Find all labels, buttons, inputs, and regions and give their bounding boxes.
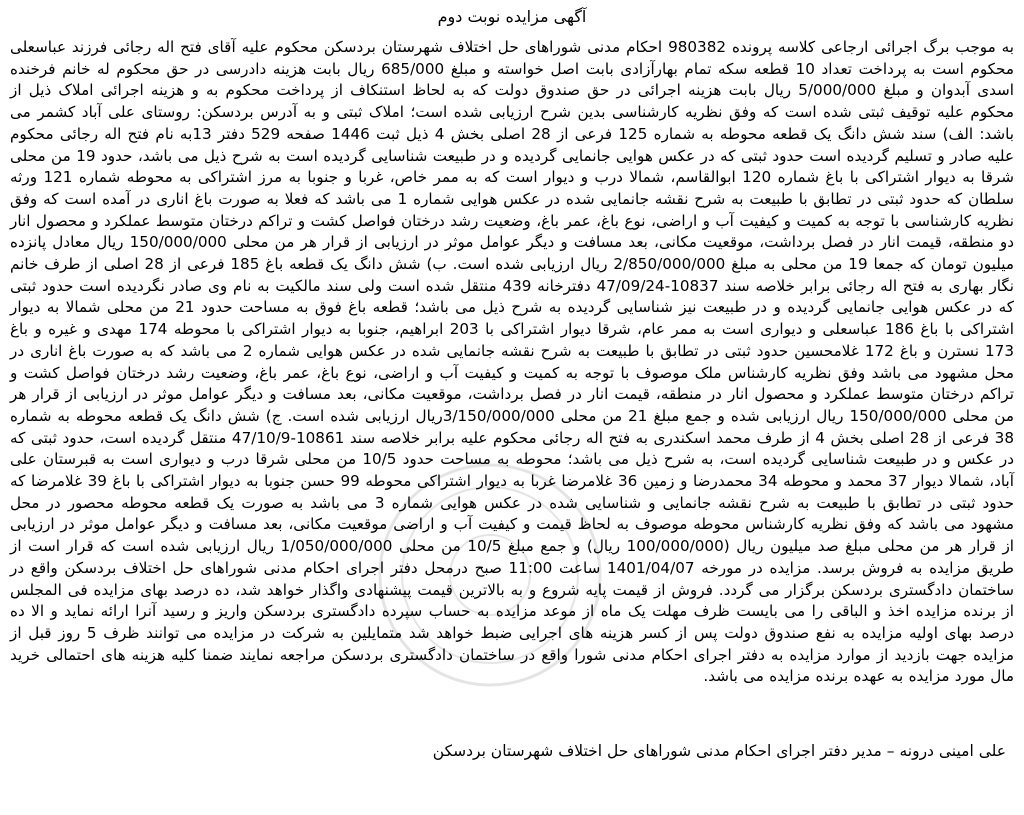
notice-body: به موجب برگ اجرائی ارجاعی کلاسه پرونده 980382 احکام مدنی شوراهای حل اختلاف شهرستان بردسکن محکوم علیه آقای فتح اله رجائی فرزند عباسعلی محکوم است به پرداخت تعداد 10 قطعه سکه تمام بهارآزادی بابت اصل خواسته و مبلغ 685/000 ریال بابت هزینه دادرسی در حق محکوم له خانم فرخنده اسدی آبدوان و مبلغ 5/000/000 ریال بابت هزینه اجرائی در حق صندوق دولت که به لحاظ استنکاف از پرداخت محکوم به و هزینه اجرائی املاک ذیل از محکوم علیه توقیف ثبتی شده است که وفق نظریه کارشناسی بدین شرح ارزیابی شده است؛ املاک ثبتی و به آدرس بردسکن: روستای علی آباد کشمر می باشد: الف) سند شش دانگ یک قطعه محوطه به شماره 125 فرعی از 28 اصلی بخش 4 ذیل ثبت 1446 صفحه 529 دفتر 13به نام فتح اله رجائی محکوم علیه صادر و تسلیم گردیده است حدود ثبتی که در عکس هوایی جانمایی گردیده و در طبیعت شناسایی گردیده است به شرح ذیل می باشد، حدود 19 من محلی شرقا به دیوار اشتراکی با باغ شماره 120 ابوالقاسم، شمالا درب و دیوار است که به ممر خاص، غربا و جنوبا به مرز اشتراکی به محوطه شماره 121 ورثه سلطان که حدود ثبتی در تطابق با طبیعت به شرح نقشه جانمایی شده در عکس هوایی شماره 1 می باشد که فعلا به صورت باغ اناری در آمده است که وفق نظریه کارشناسی با توجه به کمیت و کیفیت آب و اراضی، نوع باغ، عمر باغ، وضعیت رشد درختان فواصل کشت و تراکم درختان متوسط عملکرد و محصول انار دو منطقه، قیمت انار در فصل برداشت، موقعیت مکانی، بعد مسافت و دیگر عوامل موثر در ارزیابی از قرار هر من محلی 150/000/000 ریال معادل پانزده میلیون تومان که جمعا 19 من محلی به مبلغ 2/850/000/000 ریال ارزیابی شده است. ب) شش دانگ یک قطعه باغ 185 فرعی از 28 اصلی از طرف خانم نگار بهاری به فتح اله رجائی برابر خلاصه سند 10837-47/09/24 دفترخانه 439 منتقل شده است ولی سند مالکیت به نام وی صادر نگردیده است حدود ثبتی که در عکس هوایی جانمایی گردیده و در طبیعت نیز شناسایی گردیده به شرح ذیل می باشد؛ قطعه باغ فوق به مساحت حدود 21 من محلی شمالا به دیوار اشتراکی با باغ 186 عباسعلی و دیواری است به ممر عام، شرقا دیوار اشتراکی با 203 ابراهیم، جنوبا به دیوار اشتراکی با محوطه 174 مهدی و غیره و باغ 173 نسترن و باغ 172 غلامحسین حدود ثبتی در تطابق با طبیعت به شرح نقشه جانمایی شده در عکس هوایی شماره 2 می باشد که به صورت باغ اناری در محل مشهود می باشد وفق نظریه کارشناس ملک موصوف با توجه به کمیت و کیفیت آب و اراضی، نوع باغ، عمر باغ، وضعیت رشد درختان فواصل کشت و تراکم درختان متوسط عملکرد و محصول انار در منطقه، قیمت انار در فصل برداشت، موقعیت مکانی، بعد مسافت و دیگر عوامل موثر در ارزیابی از قرار هر من محلی 150/000/000 ریال ارزیابی شده و جمع مبلغ 21 من محلی 3/150/000/000ریال ارزیابی شده است. ج) شش دانگ یک قطعه محوطه به شماره 38 فرعی از 28 اصلی بخش 4 از طرف محمد اسکندری به فتح اله رجائی محکوم علیه برابر خلاصه سند 10861-47/10/9 منتقل گردیده است، حدود ثبتی که در عکس و در طبیعت شناسایی گردیده است، به شرح ذیل می باشد؛ محوطه به مساحت حدود 10/5 من محلی شرقا درب و دیواری است به قبرستان علی آباد، شمالا دیوار 37 محمد و محوطه 34 محمدرضا و زمین 36 غلامرضا غربا به دیوار اشتراکی محوطه 99 حسن جنوبا به دیوار اشتراکی با باغ 39 غلامرضا که حدود ثبتی در تطابق با طبیعت به شرح نقشه جانمایی و شناسایی شده در عکس هوایی شماره 3 می باشد به صورت یک قطعه محوطه محصور در محل مشهود می باشد که وفق نظریه کارشناس محوطه موصوف به لحاظ قیمت و کیفیت آب و اراضی موقعیت مکانی، بعد مسافت و دیگر عوامل موثر در ارزیابی از قرار هر من محلی مبلغ صد میلیون ریال (100/000/000 ریال) و جمع مبلغ 10/5 من محلی 1/050/000/000 ریال ارزیابی شده است که قرار است از طریق مزایده به فروش برسد. مزایده در مورخه 1401/04/07 ساعت 11:00 صبح درمحل دفتر اجرای احکام مدنی شوراهای حل اختلاف بردسکن واقع در ساختمان دادگستری بردسکن برگزار می گردد. فروش از قیمت پایه شروع و به بالاترین قیمت پیشنهادی واگذار خواهد شد، ده درصد بهای مزایده فی المجلس از برنده مزایده اخذ و الباقی را می بایست ظرف مهلت یک ماه از موعد مزایده به حساب سپرده دادگستری بردسکن واریز و رسید آنرا ارائه نماید و الا ده درصد بهای اولیه مزایده به نفع صندوق دولت پس از کسر هزینه های اجرایی ضبط خواهد شد متمایلین به شرکت در مزایده می توانند ظرف 5 روز قبل از مزایده جهت بازدید از موارد مزایده به دفتر اجرای احکام مدنی شورا واقع در ساختمان دادگستری بردسکن مراجعه نمایند ضمنا کلیه هزینه های احتمالی خرید مال مورد مزایده به عهده برنده مزایده می باشد. (10, 38, 1015, 686)
notice-title: آگهی مزایده نوبت دوم (437, 7, 587, 26)
signature-line: علی امینی درونه – مدیر دفتر اجرای احکام مدنی شوراهای حل اختلاف شهرستان بردسکن (432, 742, 1006, 760)
